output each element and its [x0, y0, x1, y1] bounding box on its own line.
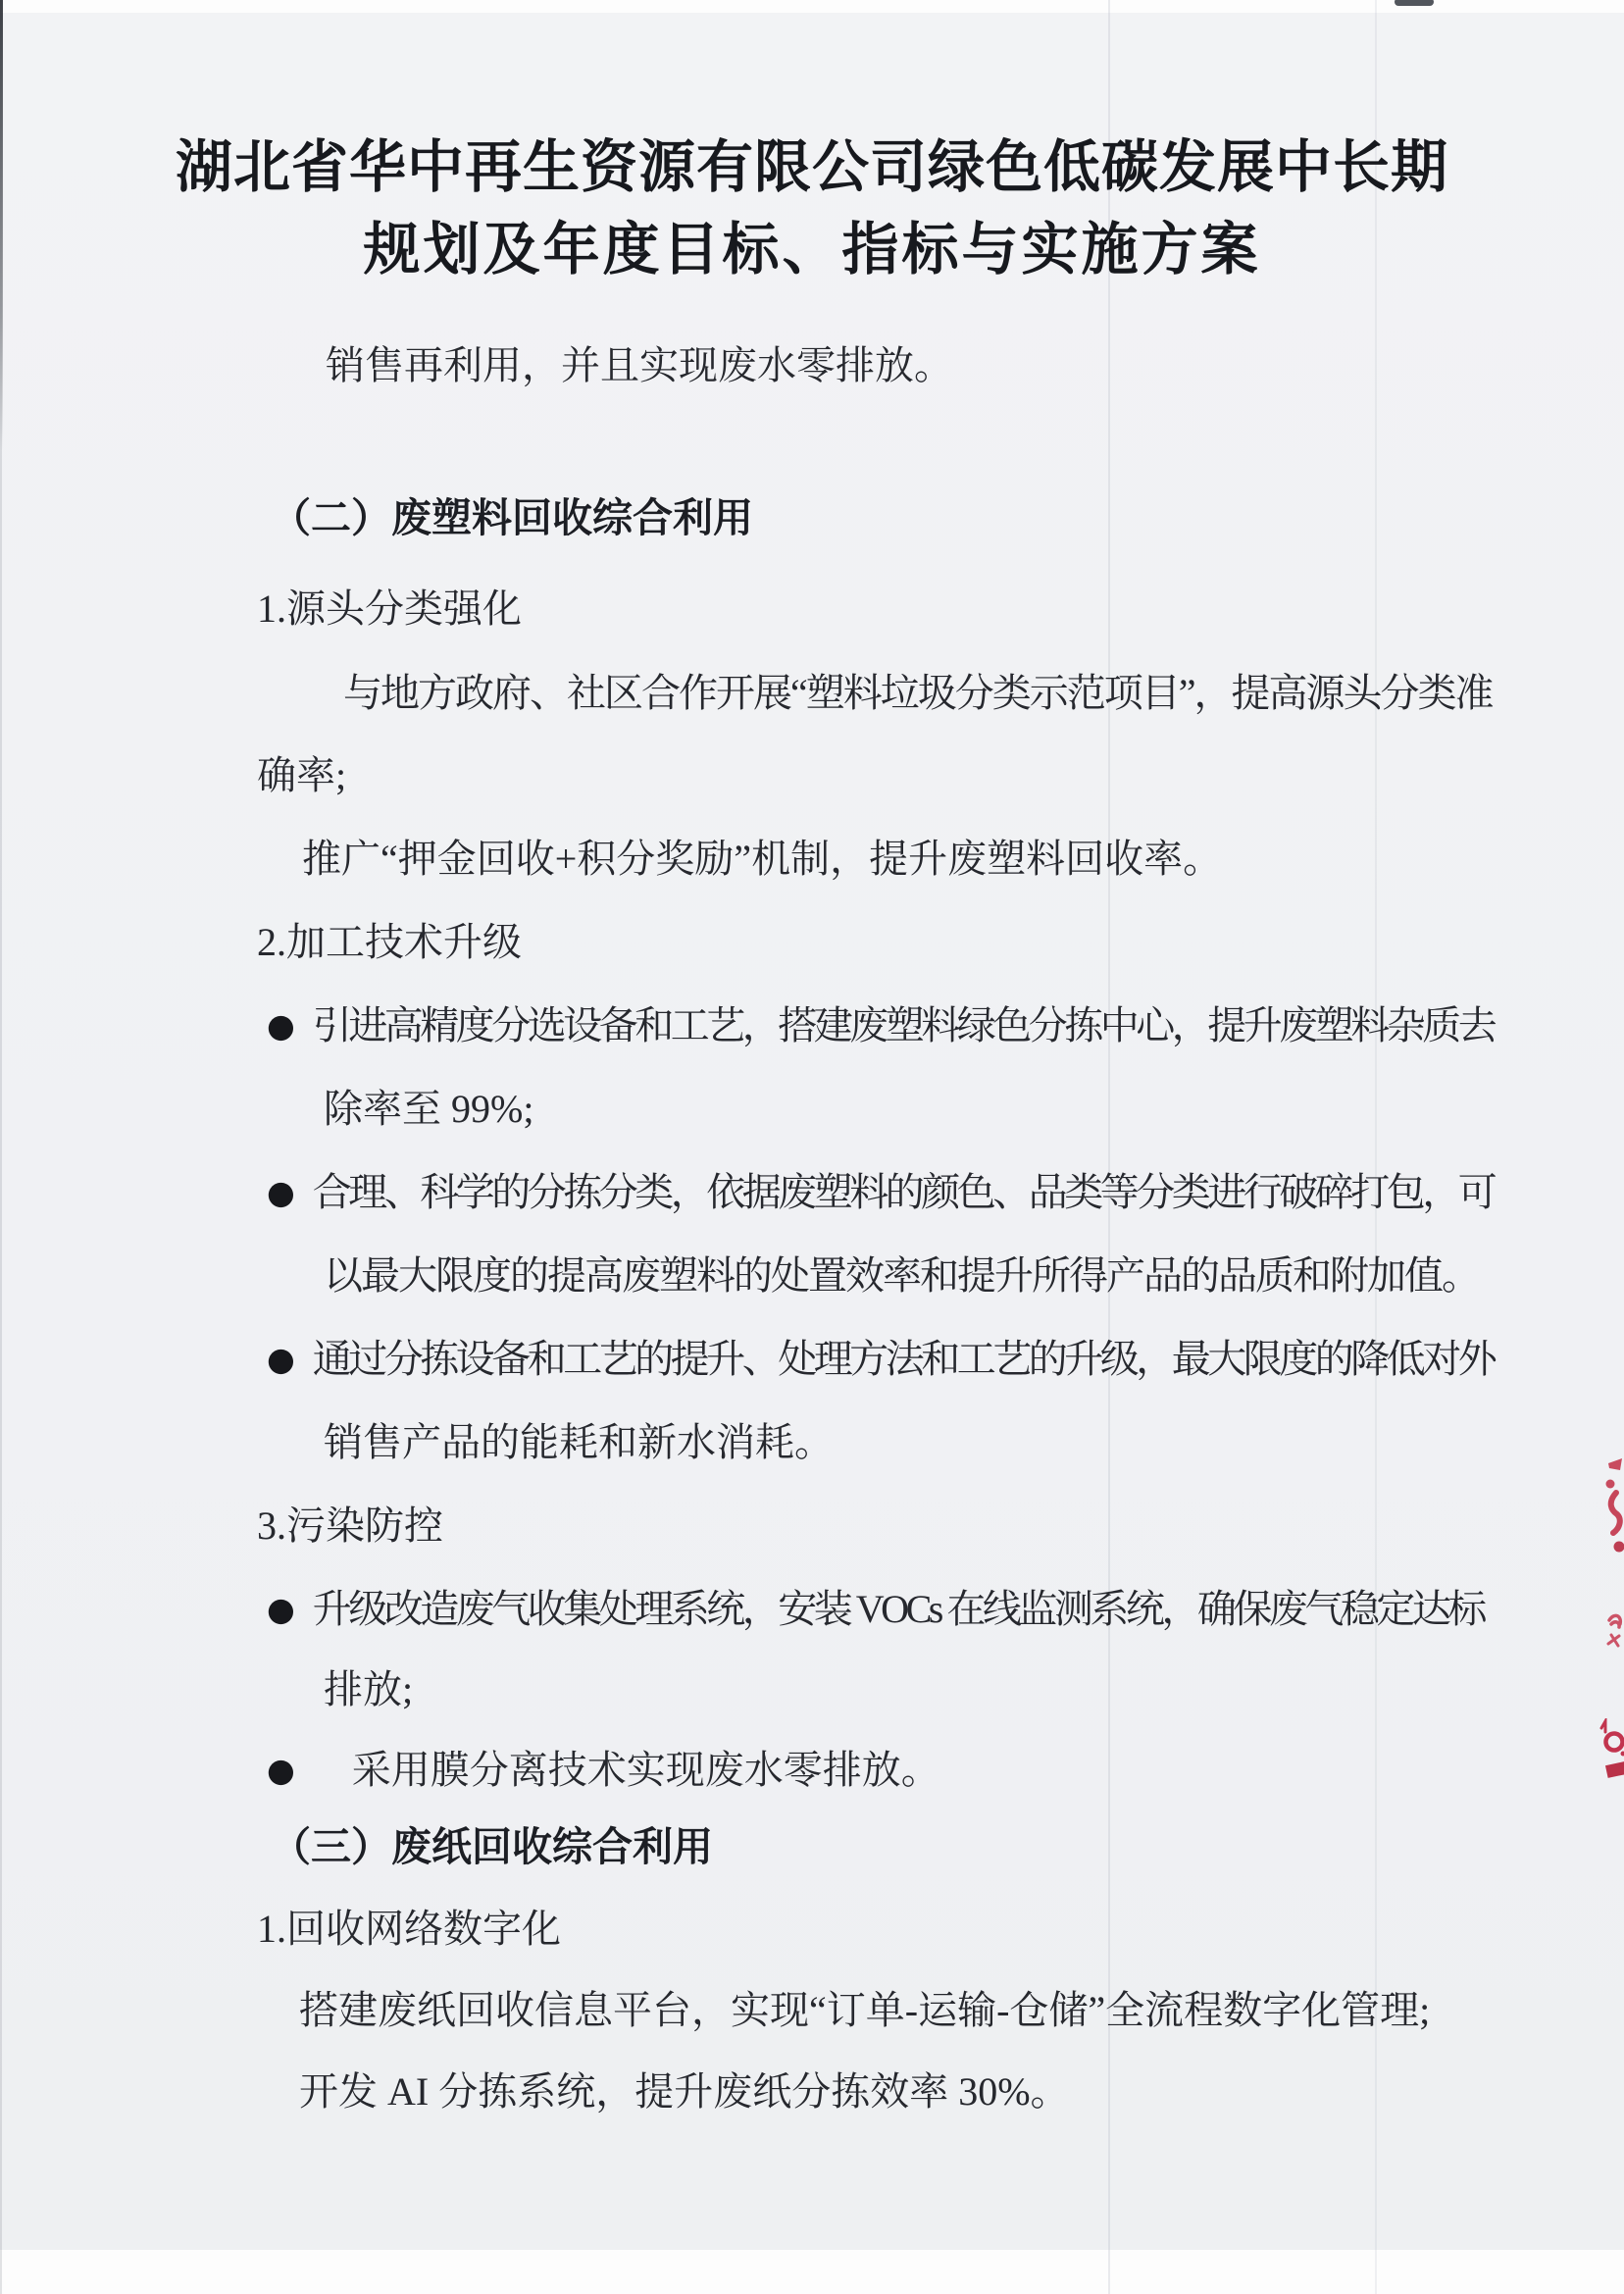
- bullet-continuation: 销售产品的能耗和新水消耗。: [324, 1420, 834, 1464]
- paragraph-line: 搭建废纸回收信息平台，实现“订单-运输-仓储”全流程数字化管理;: [299, 1988, 1431, 2032]
- bullet-text: 合理、科学的分拣分类，依据废塑料的颜色、品类等分类进行破碎打包，可: [312, 1170, 1495, 1214]
- bullet-text: 采用膜分离技术实现废水零排放。: [351, 1748, 940, 1792]
- sub-heading-recycling-network: 1.回收网络数字化: [257, 1907, 561, 1951]
- red-ink-mark-2: [1606, 1610, 1624, 1666]
- paragraph-line: 开发 AI 分拣系统，提升废纸分拣效率 30%。: [299, 2069, 1070, 2114]
- document-title-line-1: 湖北省华中再生资源有限公司绿色低碳发展中长期: [175, 135, 1448, 199]
- document-title-line-2: 规划及年度目标、指标与实施方案: [363, 218, 1261, 281]
- bullet-item: [267, 1003, 1494, 1048]
- bullet-icon: ●: [267, 1006, 295, 1045]
- section-2-heading: （二）废塑料回收综合利用: [271, 495, 753, 540]
- bullet-text: 通过分拣设备和工艺的提升、处理方法和工艺的升级，最大限度的降低对外: [312, 1337, 1495, 1381]
- bullet-item: [267, 1337, 1494, 1382]
- red-ink-mark-3: [1595, 1718, 1624, 1784]
- sub-heading-pollution-control: 3.污染防控: [257, 1504, 443, 1548]
- sub-heading-source-sorting: 1.源头分类强化: [257, 586, 522, 631]
- bullet-continuation: 排放;: [324, 1667, 414, 1711]
- scan-streak: [1375, 0, 1377, 2294]
- bullet-icon: ●: [267, 1751, 295, 1789]
- paragraph-line: 与地方政府、社区合作开展“塑料垃圾分类示范项目”，提高源头分类准: [343, 671, 1493, 715]
- bullet-item: [267, 1170, 1494, 1215]
- bullet-text: 升级改造废气收集处理系统，安装 VOCs 在线监测系统，确保废气稳定达标: [312, 1587, 1484, 1631]
- bullet-text: 引进高精度分选设备和工艺，搭建废塑料绿色分拣中心，提升废塑料杂质去: [312, 1003, 1495, 1047]
- bullet-icon: ●: [267, 1340, 295, 1378]
- intro-line: 销售再利用，并且实现废水零排放。: [326, 343, 953, 387]
- bullet-item: [267, 1587, 1484, 1632]
- scan-streak: [1108, 0, 1110, 2294]
- bullet-icon: ●: [267, 1173, 295, 1211]
- scan-speck: [1395, 0, 1434, 6]
- bullet-icon: ●: [267, 1590, 295, 1628]
- sub-heading-processing-upgrade: 2.加工技术升级: [257, 920, 522, 964]
- paragraph-line: 推广“押金回收+积分奖励”机制，提升废塑料回收率。: [302, 837, 1223, 881]
- bullet-continuation: 除率至 99%;: [324, 1087, 534, 1131]
- red-ink-mark-1: [1597, 1457, 1624, 1558]
- paragraph-line: 确率;: [257, 753, 347, 797]
- section-3-heading: （三）废纸回收综合利用: [271, 1824, 713, 1869]
- bullet-item: [267, 1748, 940, 1793]
- bullet-continuation: 以最大限度的提高废塑料的处置效率和提升所得产品的品质和附加值。: [324, 1253, 1479, 1298]
